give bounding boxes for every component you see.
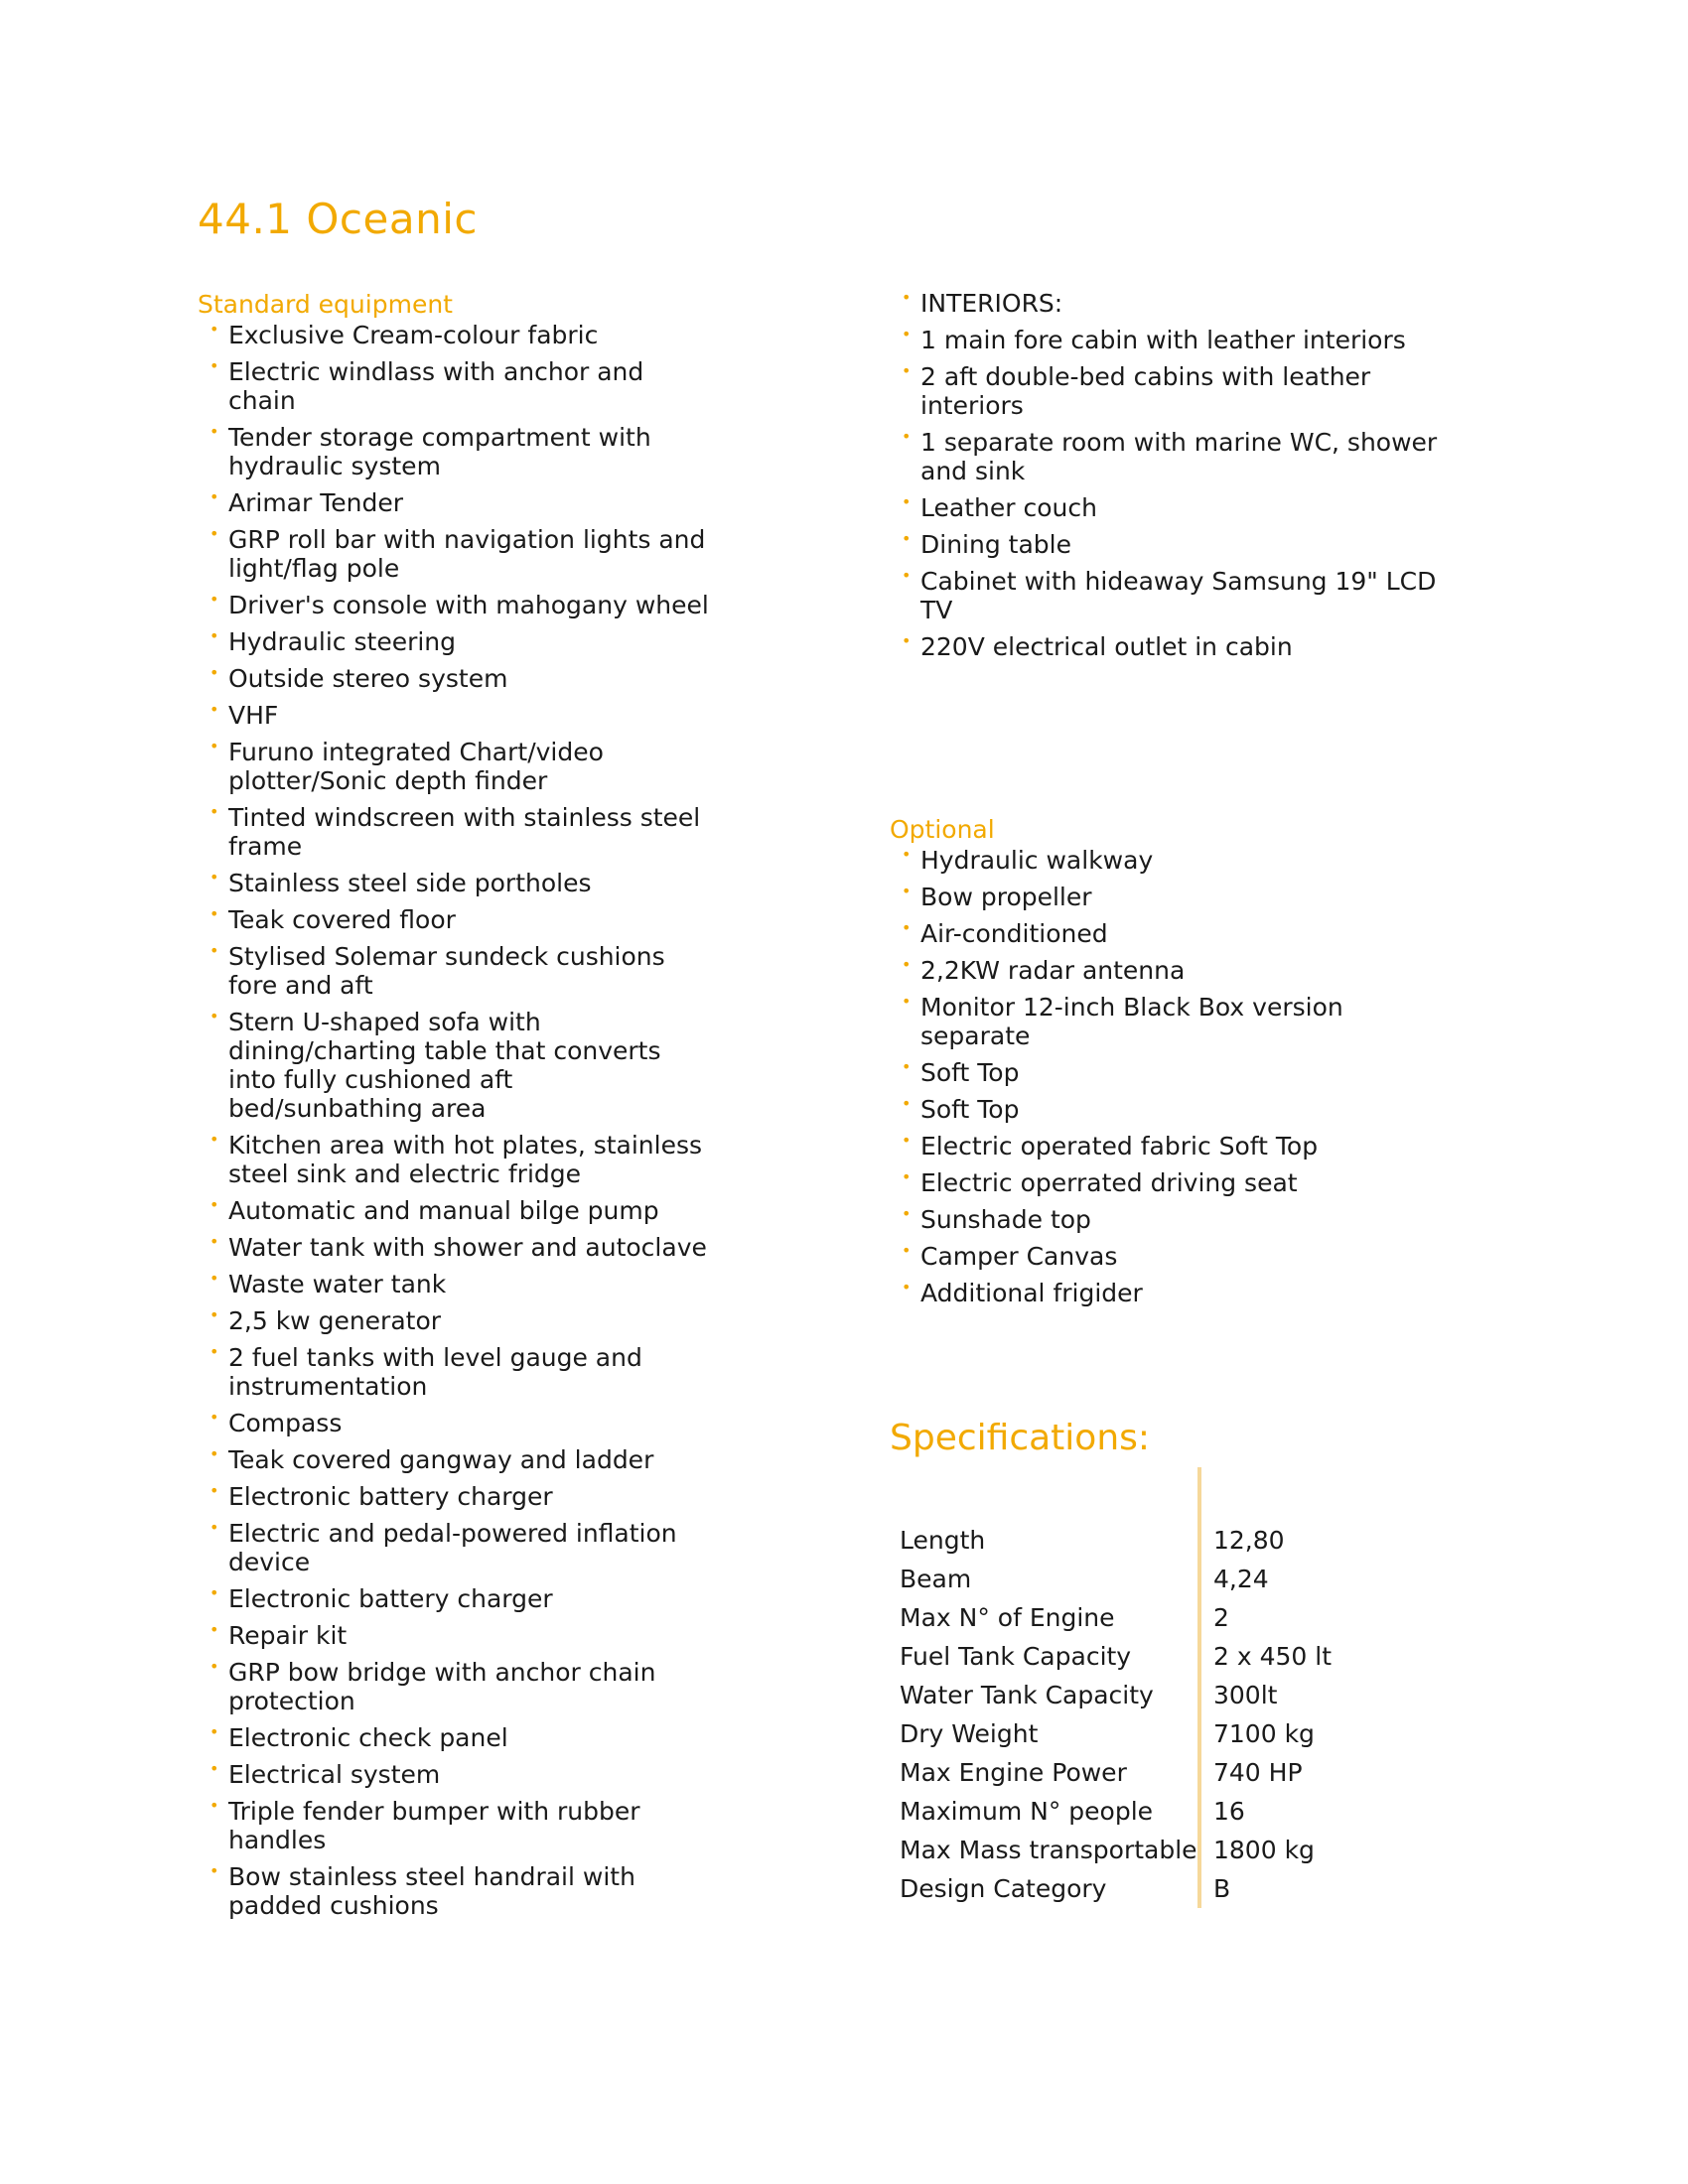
- bullet-icon: •: [902, 882, 912, 900]
- bullet-icon: •: [902, 529, 912, 548]
- optional-item-text: Sunshade top: [920, 1205, 1091, 1234]
- standard-equipment-item: [198, 869, 714, 897]
- standard-equipment-item: [198, 664, 714, 693]
- interiors-item-text: Cabinet with hideaway Samsung 19" LCD TV: [920, 567, 1437, 624]
- spec-row: [890, 1521, 1432, 1560]
- spec-row: [890, 1753, 1432, 1792]
- spec-row: [890, 1598, 1432, 1637]
- standard-equipment-item-text: GRP roll bar with navigation lights and light/flag pole: [228, 525, 706, 583]
- spec-row: [890, 1792, 1432, 1831]
- standard-equipment-item-text: Water tank with shower and autoclave: [228, 1233, 707, 1262]
- standard-equipment-item-text: Furuno integrated Chart/video plotter/Sonic depth finder: [228, 738, 604, 795]
- interiors-item: [890, 530, 1446, 559]
- bullet-icon: •: [210, 1759, 219, 1778]
- standard-equipment-list: [198, 321, 714, 1920]
- standard-equipment-item: [198, 1343, 714, 1401]
- spec-value: 2: [1213, 1603, 1229, 1632]
- optional-item-text: Electric operrated driving seat: [920, 1168, 1298, 1197]
- standard-equipment-item-text: Stylised Solemar sundeck cushions fore and aft: [228, 942, 665, 1000]
- bullet-icon: •: [902, 845, 912, 864]
- standard-equipment-item-text: GRP bow bridge with anchor chain protection: [228, 1658, 656, 1715]
- bullet-icon: •: [210, 356, 219, 375]
- standard-equipment-item: [198, 1760, 714, 1789]
- standard-equipment-item-text: Electronic battery charger: [228, 1482, 553, 1511]
- optional-item: [890, 1242, 1446, 1271]
- spec-value: 1800 kg: [1213, 1836, 1315, 1864]
- standard-equipment-item: [198, 905, 714, 934]
- spec-row: [890, 1869, 1432, 1908]
- interiors-item-text: 2 aft double-bed cabins with leather interiors: [920, 362, 1371, 420]
- bullet-icon: •: [210, 626, 219, 645]
- bullet-icon: •: [902, 1204, 912, 1223]
- bullet-icon: •: [210, 1518, 219, 1537]
- optional-item: [890, 1205, 1446, 1234]
- standard-equipment-item: [198, 1270, 714, 1298]
- interiors-item: [890, 567, 1446, 624]
- spec-label: Max Mass transportable: [890, 1831, 1199, 1869]
- spec-row: [890, 1831, 1432, 1869]
- bullet-icon: •: [902, 955, 912, 974]
- bullet-icon: •: [210, 663, 219, 682]
- bullet-icon: •: [210, 1007, 219, 1025]
- optional-item-text: Soft Top: [920, 1095, 1020, 1124]
- interiors-item: [890, 493, 1446, 522]
- standard-equipment-item: [198, 488, 714, 517]
- standard-equipment-item-text: Triple fender bumper with rubber handles: [228, 1797, 640, 1854]
- standard-equipment-item-text: Kitchen area with hot plates, stainless steel sink and electric fridge: [228, 1131, 703, 1188]
- interiors-item: [890, 632, 1446, 661]
- standard-equipment-item-text: 2,5 kw generator: [228, 1306, 442, 1335]
- standard-equipment-item-text: Tinted windscreen with stainless steel frame: [228, 803, 701, 861]
- bullet-icon: •: [902, 1278, 912, 1297]
- standard-equipment-item: [198, 1862, 714, 1920]
- optional-item: [890, 956, 1446, 985]
- bullet-icon: •: [902, 1241, 912, 1260]
- standard-equipment-item-text: Hydraulic steering: [228, 627, 457, 656]
- standard-equipment-item: [198, 1008, 714, 1123]
- bullet-icon: •: [902, 1131, 912, 1150]
- bullet-icon: •: [902, 1094, 912, 1113]
- standard-equipment-item-text: Electric and pedal-powered inflation device: [228, 1519, 677, 1576]
- spec-row: [890, 1637, 1432, 1676]
- optional-item: [890, 1168, 1446, 1197]
- spec-row: [890, 1714, 1432, 1753]
- bullet-icon: •: [210, 1269, 219, 1288]
- interiors-section: [890, 289, 1446, 669]
- standard-equipment-item-text: Repair kit: [228, 1621, 348, 1650]
- optional-item-text: Monitor 12-inch Black Box version separate: [920, 993, 1343, 1050]
- spec-row: [890, 1676, 1432, 1714]
- standard-equipment-item: [198, 1519, 714, 1576]
- bullet-icon: •: [210, 320, 219, 339]
- bullet-icon: •: [210, 487, 219, 506]
- standard-equipment-item-text: Electric windlass with anchor and chain: [228, 357, 644, 415]
- bullet-icon: •: [210, 941, 219, 960]
- spec-label: Beam: [890, 1560, 1199, 1598]
- bullet-icon: •: [902, 1167, 912, 1186]
- bullet-icon: •: [210, 802, 219, 821]
- standard-equipment-item-text: Teak covered gangway and ladder: [228, 1445, 654, 1474]
- interiors-list: [890, 289, 1446, 661]
- standard-equipment-item: [198, 357, 714, 415]
- bullet-icon: •: [210, 1130, 219, 1149]
- bullet-icon: •: [210, 1342, 219, 1361]
- interiors-item-text: 220V electrical outlet in cabin: [920, 632, 1293, 661]
- interiors-item-text: Leather couch: [920, 493, 1097, 522]
- optional-item: [890, 919, 1446, 948]
- bullet-icon: •: [902, 325, 912, 343]
- bullet-icon: •: [210, 422, 219, 441]
- optional-list: [890, 846, 1446, 1307]
- standard-equipment-item-text: Exclusive Cream-colour fabric: [228, 321, 599, 349]
- interiors-item-text: 1 main fore cabin with leather interiors: [920, 326, 1406, 354]
- optional-item: [890, 1279, 1446, 1307]
- spec-label: Design Category: [890, 1869, 1199, 1908]
- bullet-icon: •: [902, 288, 912, 307]
- standard-equipment-item-text: Electronic check panel: [228, 1723, 508, 1752]
- standard-equipment-item: [198, 701, 714, 730]
- optional-item: [890, 1132, 1446, 1160]
- optional-heading: Optional: [890, 815, 995, 844]
- interiors-item: [890, 326, 1446, 354]
- bullet-icon: •: [210, 524, 219, 543]
- spec-label: Max Engine Power: [890, 1753, 1199, 1792]
- bullet-icon: •: [210, 904, 219, 923]
- standard-equipment-item-text: Compass: [228, 1409, 343, 1437]
- interiors-item: [890, 428, 1446, 485]
- bullet-icon: •: [902, 427, 912, 446]
- standard-equipment-item-text: VHF: [228, 701, 279, 730]
- spec-value: 4,24: [1213, 1565, 1269, 1593]
- bullet-icon: •: [210, 737, 219, 755]
- spec-label: Water Tank Capacity: [890, 1676, 1199, 1714]
- standard-equipment-item-text: Outside stereo system: [228, 664, 508, 693]
- standard-equipment-heading: Standard equipment: [198, 290, 453, 319]
- optional-item: [890, 846, 1446, 875]
- spec-label: Dry Weight: [890, 1714, 1199, 1753]
- page-title: 44.1 Oceanic: [198, 195, 478, 243]
- bullet-icon: •: [210, 1305, 219, 1324]
- spec-value: 16: [1213, 1797, 1245, 1826]
- bullet-icon: •: [210, 1722, 219, 1741]
- interiors-item-text: 1 separate room with marine WC, shower and sink: [920, 428, 1438, 485]
- standard-equipment-item: [198, 1621, 714, 1650]
- bullet-icon: •: [902, 361, 912, 380]
- bullet-icon: •: [210, 1796, 219, 1815]
- standard-equipment-item: [198, 1584, 714, 1613]
- bullet-icon: •: [210, 1481, 219, 1500]
- specifications-table: [890, 1467, 1432, 1908]
- bullet-icon: •: [902, 1057, 912, 1076]
- standard-equipment-item: [198, 321, 714, 349]
- optional-item-text: Soft Top: [920, 1058, 1020, 1087]
- spec-value: 2 x 450 lt: [1213, 1642, 1333, 1671]
- standard-equipment-item: [198, 942, 714, 1000]
- standard-equipment-item-text: Bow stainless steel handrail with padded cushions: [228, 1862, 635, 1920]
- interiors-item: [890, 289, 1446, 318]
- standard-equipment-item-text: Arimar Tender: [228, 488, 404, 517]
- standard-equipment-item-text: Electronic battery charger: [228, 1584, 553, 1613]
- optional-item: [890, 1058, 1446, 1087]
- bullet-icon: •: [210, 1620, 219, 1639]
- spec-label: Maximum N° people: [890, 1792, 1199, 1831]
- standard-equipment-item: [198, 627, 714, 656]
- bullet-icon: •: [210, 1195, 219, 1214]
- spec-label: Length: [890, 1521, 1199, 1560]
- standard-equipment-item: [198, 591, 714, 619]
- standard-equipment-item: [198, 1723, 714, 1752]
- bullet-icon: •: [902, 492, 912, 511]
- standard-equipment-item: [198, 1409, 714, 1437]
- standard-equipment-item: [198, 1233, 714, 1262]
- spec-label: Fuel Tank Capacity: [890, 1637, 1199, 1676]
- standard-equipment-item: [198, 1196, 714, 1225]
- standard-equipment-item-text: Driver's console with mahogany wheel: [228, 591, 709, 619]
- standard-equipment-item: [198, 1658, 714, 1715]
- bullet-icon: •: [210, 590, 219, 609]
- bullet-icon: •: [210, 1583, 219, 1602]
- optional-item-text: Additional frigider: [920, 1279, 1143, 1307]
- bullet-icon: •: [210, 1657, 219, 1676]
- standard-equipment-item: [198, 423, 714, 480]
- spec-value: B: [1213, 1874, 1231, 1903]
- standard-equipment-item: [198, 1445, 714, 1474]
- standard-equipment-item: [198, 738, 714, 795]
- spec-row: [890, 1560, 1432, 1598]
- optional-item: [890, 883, 1446, 911]
- standard-equipment-item-text: 2 fuel tanks with level gauge and instrumentation: [228, 1343, 642, 1401]
- spec-value: 740 HP: [1213, 1758, 1303, 1787]
- standard-equipment-item-text: Stainless steel side portholes: [228, 869, 592, 897]
- standard-equipment-section: [198, 289, 714, 1928]
- bullet-icon: •: [902, 566, 912, 585]
- standard-equipment-item: [198, 803, 714, 861]
- spec-value: 7100 kg: [1213, 1719, 1315, 1748]
- spec-value: 300lt: [1213, 1681, 1278, 1709]
- bullet-icon: •: [902, 992, 912, 1011]
- standard-equipment-item: [198, 525, 714, 583]
- standard-equipment-item: [198, 1131, 714, 1188]
- interiors-item-text: Dining table: [920, 530, 1071, 559]
- bullet-icon: •: [210, 1408, 219, 1427]
- standard-equipment-item-text: Tender storage compartment with hydraulic system: [228, 423, 651, 480]
- optional-item: [890, 993, 1446, 1050]
- standard-equipment-item: [198, 1482, 714, 1511]
- optional-item-text: Electric operated fabric Soft Top: [920, 1132, 1319, 1160]
- spec-value: 12,80: [1213, 1526, 1285, 1555]
- standard-equipment-item: [198, 1306, 714, 1335]
- bullet-icon: •: [902, 631, 912, 650]
- optional-item-text: Bow propeller: [920, 883, 1092, 911]
- optional-item: [890, 1095, 1446, 1124]
- interiors-item-text: INTERIORS:: [920, 289, 1063, 318]
- bullet-icon: •: [210, 1232, 219, 1251]
- optional-item-text: Air-conditioned: [920, 919, 1108, 948]
- bullet-icon: •: [210, 1444, 219, 1463]
- standard-equipment-item-text: Electrical system: [228, 1760, 441, 1789]
- interiors-item: [890, 362, 1446, 420]
- spec-label: Max N° of Engine: [890, 1598, 1199, 1637]
- optional-item-text: 2,2KW radar antenna: [920, 956, 1186, 985]
- optional-section: [890, 814, 1446, 1315]
- bullet-icon: •: [210, 1861, 219, 1880]
- standard-equipment-item-text: Stern U-shaped sofa with dining/charting table that converts into fully cushioned aft bed/sunbathing area: [228, 1008, 661, 1123]
- standard-equipment-item: [198, 1797, 714, 1854]
- optional-item-text: Hydraulic walkway: [920, 846, 1154, 875]
- specifications-heading: Specifications:: [890, 1418, 1151, 1458]
- bullet-icon: •: [210, 868, 219, 887]
- optional-item-text: Camper Canvas: [920, 1242, 1118, 1271]
- bullet-icon: •: [902, 918, 912, 937]
- bullet-icon: •: [210, 700, 219, 719]
- standard-equipment-item-text: Waste water tank: [228, 1270, 447, 1298]
- standard-equipment-item-text: Automatic and manual bilge pump: [228, 1196, 659, 1225]
- standard-equipment-item-text: Teak covered floor: [228, 905, 456, 934]
